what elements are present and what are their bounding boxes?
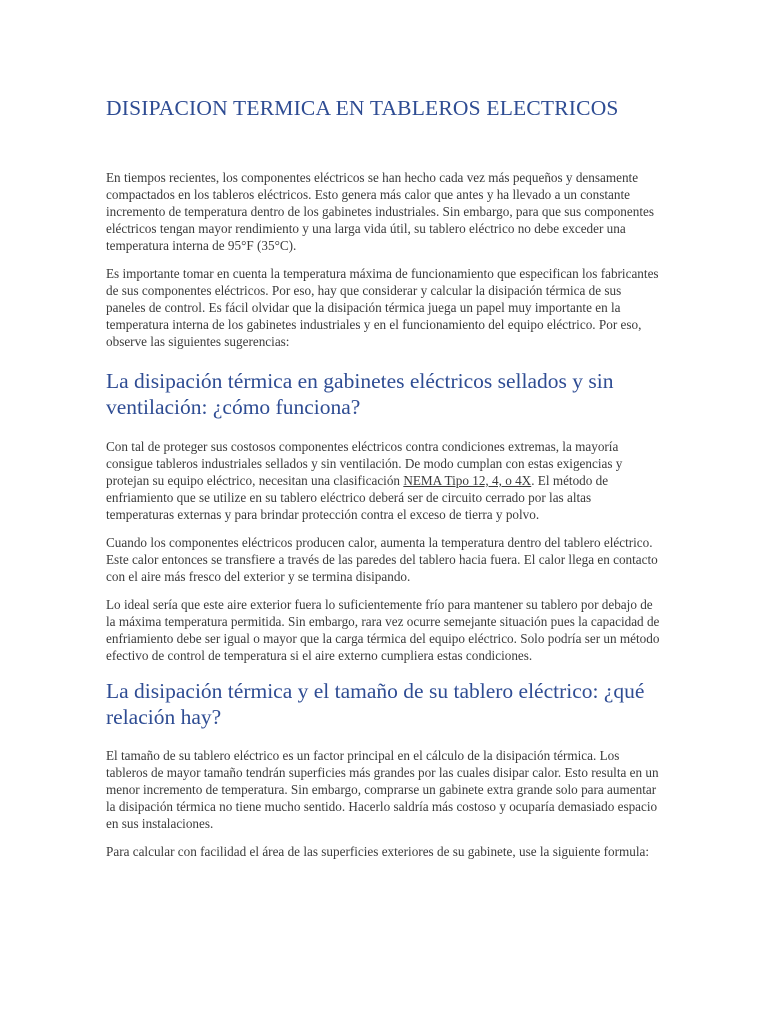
paragraph-text: Con tal de proteger sus costosos componentes eléctricos contra condiciones extremas, la mayoría consigue tableros industriales sellados y sin ventilación. De modo cumplan con estas exigencias y protejan su equipo eléctrico, necesitan una clasificación (106, 439, 623, 488)
cabinet-size-paragraph-2: Para calcular con facilidad el área de las superficies exteriores de su gabinete, use la siguiente formula: (106, 844, 650, 859)
intro-paragraph-1: En tiempos recientes, los componentes eléctricos se han hecho cada vez más pequeños y densamente compactados en los tableros eléctricos. Esto genera más calor que antes y ha llevado a un constante incremento de temperatura dentro de los gabinetes industriales. Sin embargo, para que sus componentes eléctricos tengan mayor rendimiento y una larga vida útil, su tablero eléctrico no debe exceder una temperatura interna de 95°F (35°C). (106, 170, 654, 253)
document-title: DISIPACION TERMICA EN TABLEROS ELECTRICOS (106, 96, 619, 120)
section-heading-sealed-cabinets: La disipación térmica en gabinetes eléctricos sellados y sin ventilación: ¿cómo funciona? (106, 369, 614, 419)
nema-type-link[interactable]: NEMA Tipo 12, 4, o 4X (403, 473, 532, 488)
paragraph-text: . El método de enfriamiento que se utilize en su tablero eléctrico deberá ser de circuito cerrado por las altas temperaturas externas y para brindar protección contra el exceso de tierra y polvo. (106, 473, 609, 522)
sealed-cabinets-paragraph-2: Cuando los componentes eléctricos producen calor, aumenta la temperatura dentro del tablero eléctrico. Este calor entonces se transfiere a través de las paredes del tablero hacia fuera. El calor llega en contacto con el aire más fresco del exterior y se termina disipando. (106, 535, 658, 584)
section-heading-cabinet-size: La disipación térmica y el tamaño de su tablero eléctrico: ¿qué relación hay? (106, 679, 645, 729)
cabinet-size-paragraph-1: El tamaño de su tablero eléctrico es un factor principal en el cálculo de la disipación térmica. Los tableros de mayor tamaño tendrán superficies más grandes por las cuales disipar calor. Esto resulta en un menor incremento de temperatura. Sin embargo, comprarse un gabinete extra grande solo para aumentar la disipación térmica no tiene mucho sentido. Hacerlo saldría más costoso y ocuparía demasiado espacio en sus instalaciones. (106, 748, 659, 831)
intro-paragraph-2: Es importante tomar en cuenta la temperatura máxima de funcionamiento que especifican los fabricantes de sus componentes eléctricos. Por eso, hay que considerar y calcular la disipación térmica de sus paneles de control. Es fácil olvidar que la disipación térmica juega un papel muy importante en la temperatura interna de los gabinetes industriales y en el funcionamiento del equipo eléctrico. Por eso, observe las siguientes sugerencias: (106, 266, 659, 349)
sealed-cabinets-paragraph-1 (106, 438, 662, 523)
sealed-cabinets-paragraph-3: Lo ideal sería que este aire exterior fuera lo suficientemente frío para mantener su tablero por debajo de la máxima temperatura permitida. Sin embargo, rara vez ocurre semejante situación pues la capacidad de enfriamiento debe ser igual o mayor que la carga térmica del equipo eléctrico. Solo podría ser un método efectivo de control de temperatura si el aire externo cumpliera estas condiciones. (106, 597, 660, 663)
